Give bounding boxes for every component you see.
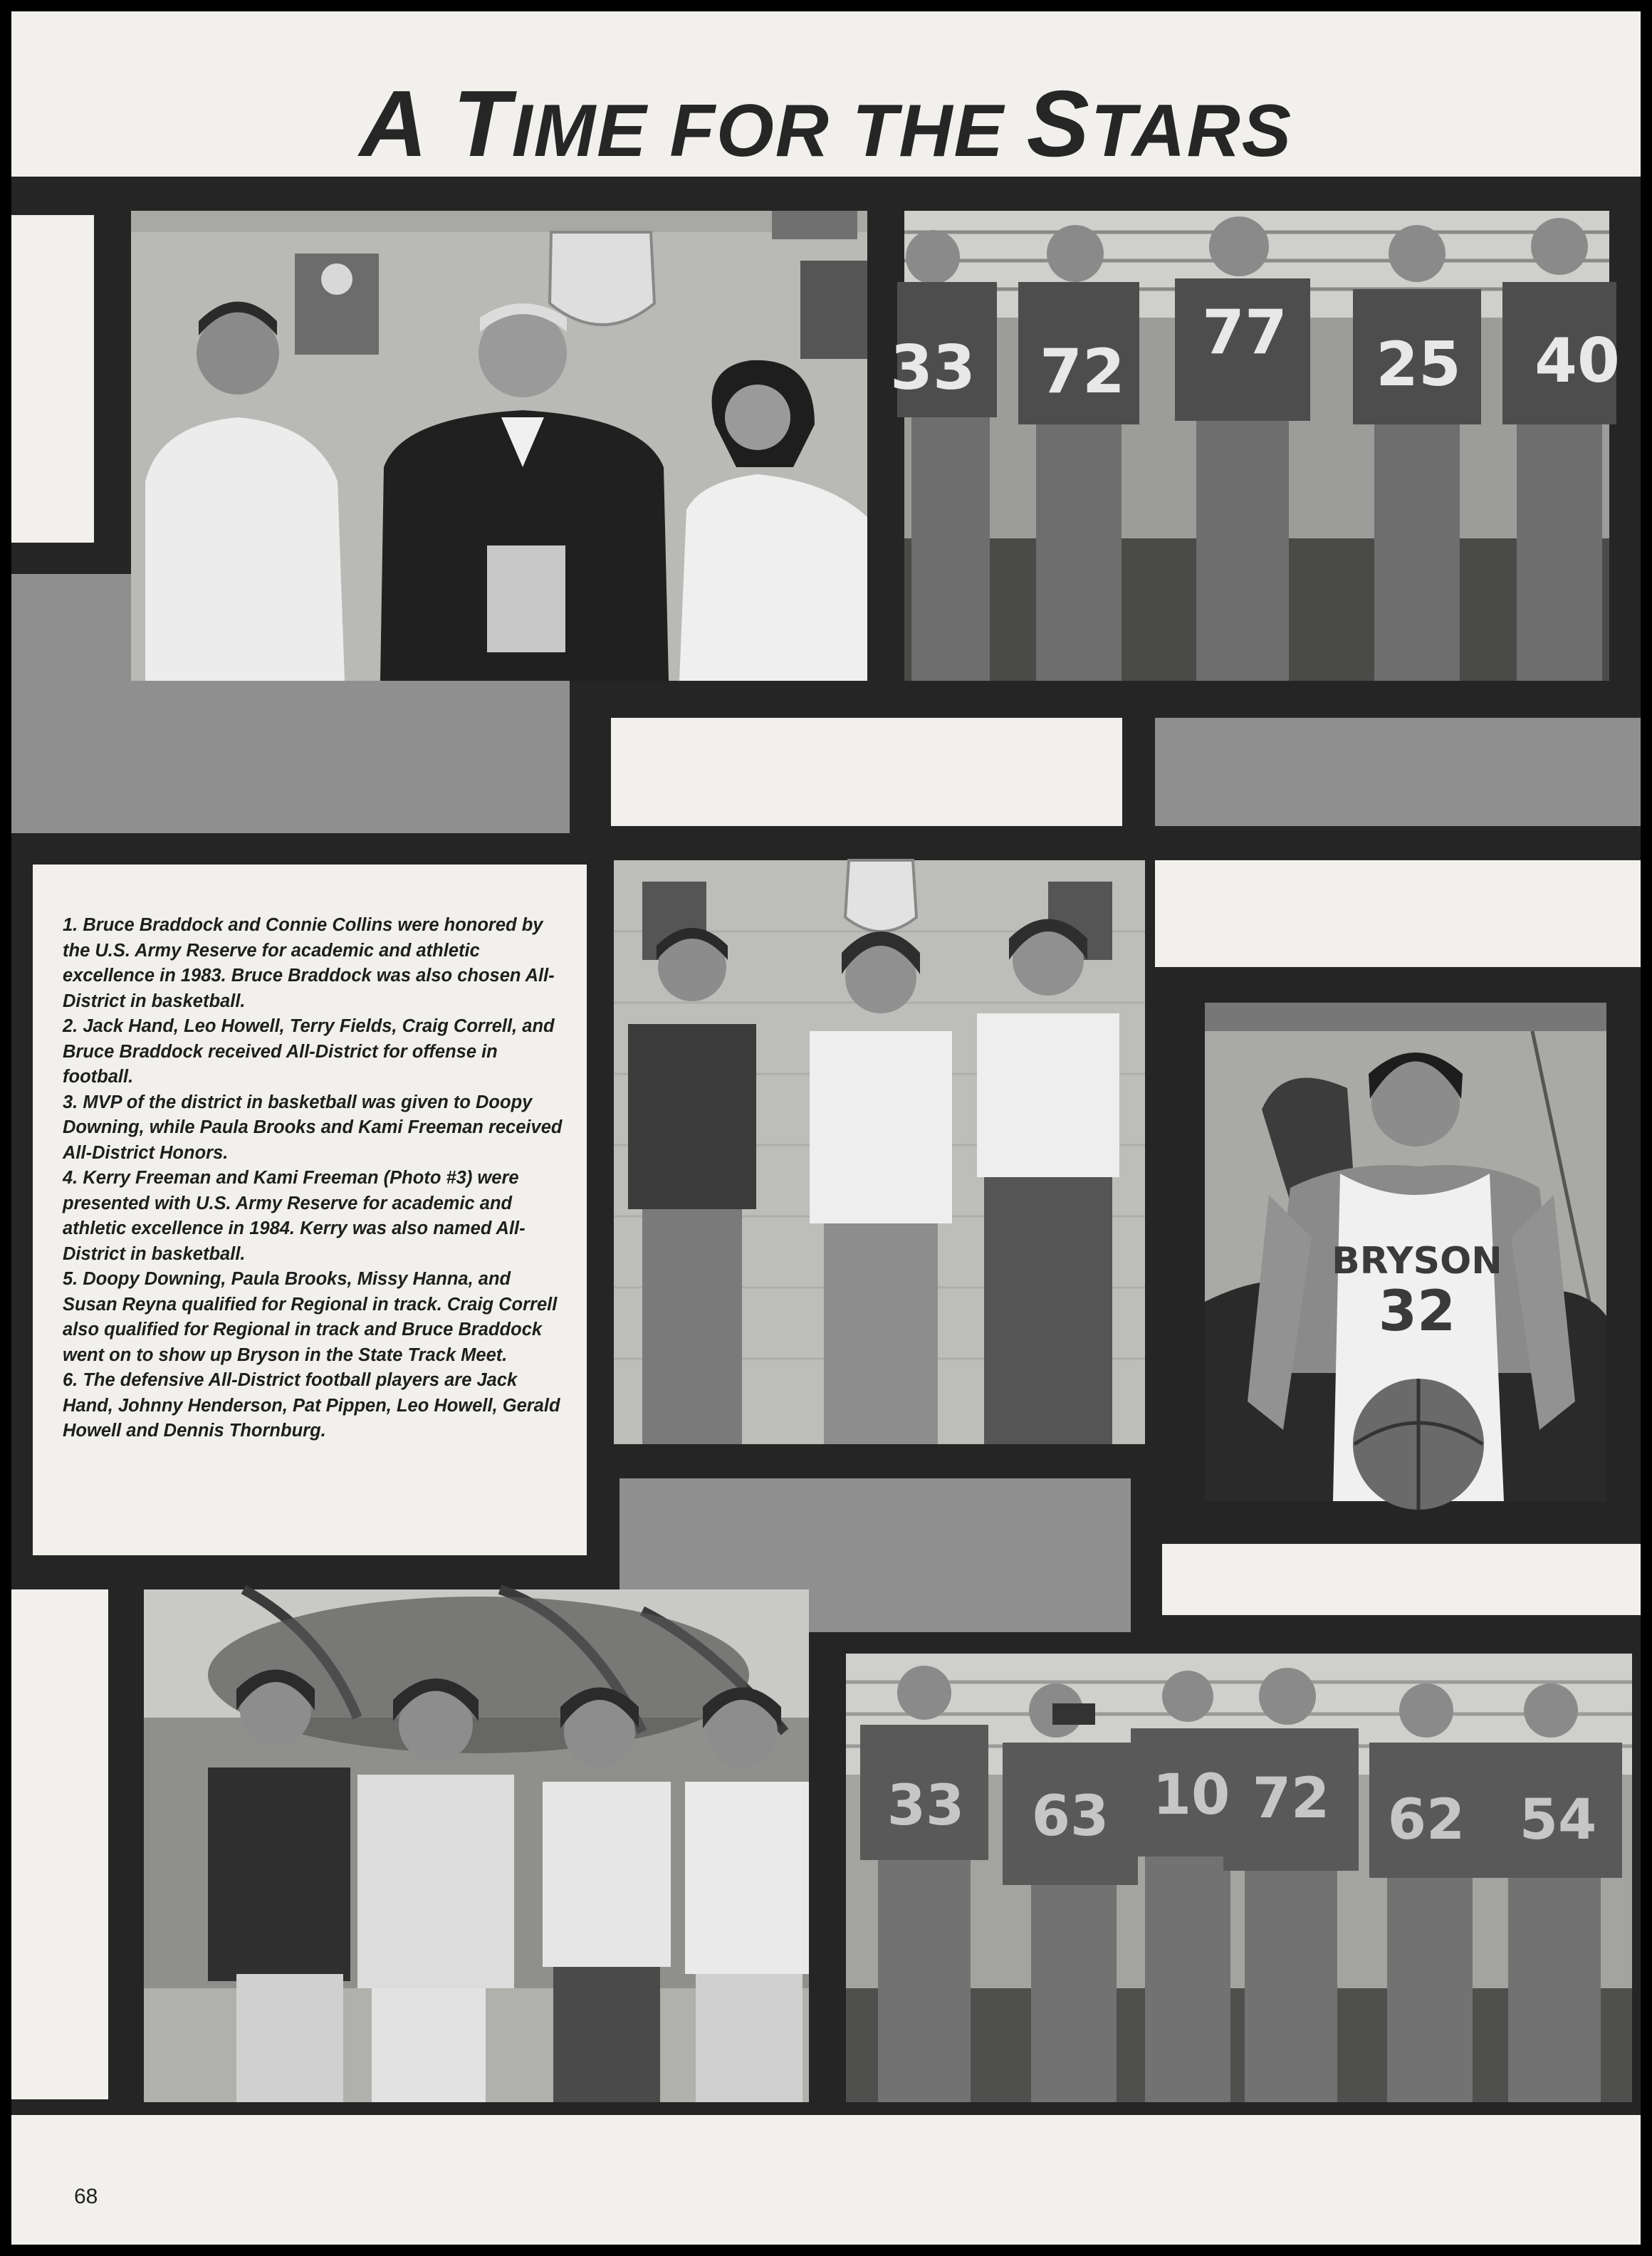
jersey-number: 40 — [1535, 325, 1620, 397]
photo-army-reserve-award — [131, 211, 867, 681]
photo-regional-track — [144, 1589, 809, 2102]
filler-block — [11, 215, 94, 543]
photo-bryson-32-basketball — [1205, 1003, 1606, 1501]
jersey-number: 33 — [887, 1774, 965, 1838]
photo-basketball-all-district — [614, 860, 1145, 1444]
caption-3: 3. MVP of the district in basketball was given to Doopy Downing, while Paula Brooks and Kami Freeman received All-District Honors. — [63, 1092, 563, 1163]
jersey-number: 62 — [1387, 1788, 1465, 1852]
caption-4: 4. Kerry Freeman and Kami Freeman (Photo #3) were presented with U.S. Army Reserve for academic and athletic excellence in 1984. Kerry was also named All-District in basketball. — [63, 1168, 526, 1264]
photo-all-district-offense — [890, 211, 1620, 681]
filler-block — [11, 1589, 108, 2099]
caption-1: 1. Bruce Braddock and Connie Collins were honored by the U.S. Army Reserve for academic and athletic excellence in 1983. Bruce Braddock was also chosen All-District in basketball. — [63, 915, 555, 1011]
jersey-school: BRYSON — [1332, 1240, 1502, 1283]
photo-all-district-defense — [846, 1654, 1632, 2102]
jersey-number: 10 — [1152, 1763, 1230, 1827]
caption-6: 6. The defensive All-District football players are Jack Hand, Johnny Henderson, Pat Pippen, Leo Howell, Gerald Howell and Dennis Thornburg. — [63, 1370, 560, 1441]
page-number: 68 — [74, 2185, 98, 2208]
caption-5: 5. Doopy Downing, Paula Brooks, Missy Hanna, and Susan Reyna qualified for Regional in track. Craig Correll also qualified for Regional in track and Bruce Braddock went on to show up Bryson in the State Track Meet. — [63, 1269, 558, 1365]
yearbook-page — [11, 11, 1641, 2245]
caption-box — [33, 865, 587, 1555]
jersey-number: 77 — [1202, 297, 1287, 368]
jersey-number: 72 — [1040, 336, 1125, 407]
filler-block — [1155, 718, 1641, 826]
page-title: A TIME FOR THE STARS — [359, 71, 1293, 176]
caption-2: 2. Jack Hand, Leo Howell, Terry Fields, Craig Correll, and Bruce Braddock received All-District for offense in football. — [63, 1016, 555, 1087]
filler-block — [1162, 1544, 1641, 1615]
jersey-number: 72 — [1252, 1767, 1330, 1831]
filler-block — [611, 718, 1122, 826]
jersey-number: 32 — [1378, 1280, 1456, 1344]
jersey-number: 54 — [1519, 1788, 1597, 1852]
jersey-number: 25 — [1376, 329, 1461, 400]
caption-list — [63, 913, 563, 1444]
jersey-number: 63 — [1031, 1785, 1109, 1849]
filler-block — [1155, 860, 1641, 967]
jersey-number: 33 — [890, 333, 976, 404]
